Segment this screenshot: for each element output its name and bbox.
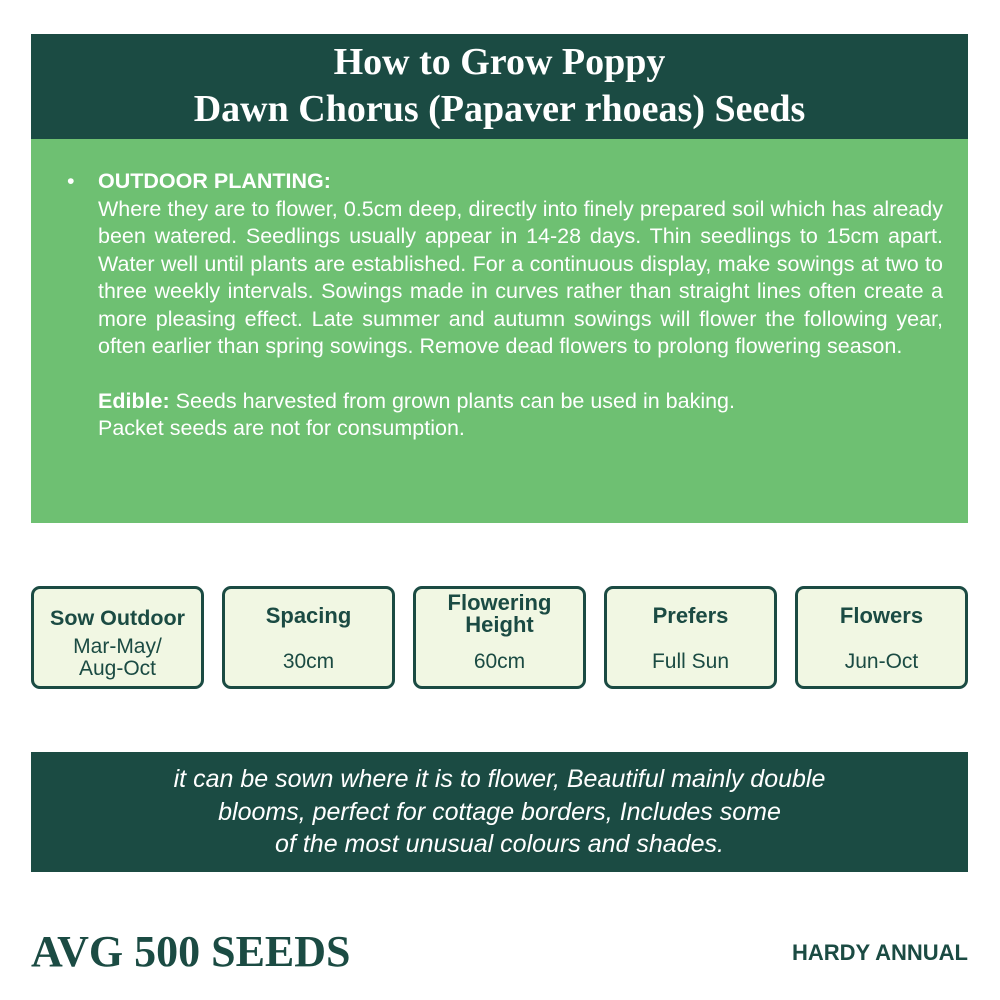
- edible-text: Seeds harvested from grown plants can be used in baking.: [169, 388, 735, 413]
- edible-label: Edible:: [98, 388, 170, 413]
- sow-outdoor-value-line-1: Mar-May/: [73, 635, 162, 658]
- outdoor-planting-heading: OUTDOOR PLANTING:: [98, 169, 331, 193]
- flowering-height-label-line-1: Flowering: [447, 590, 552, 615]
- seed-count: AVG 500 SEEDS: [31, 927, 351, 976]
- outdoor-planting-item: [67, 168, 943, 443]
- sow-outdoor-value-line-2: Aug-Oct: [78, 657, 157, 680]
- flowering-height-label: [416, 592, 583, 636]
- growing-stats: [31, 586, 968, 689]
- sow-outdoor-label: Sow Outdoor: [50, 606, 185, 630]
- consumption-warning: Packet seeds are not for consumption.: [98, 416, 465, 440]
- plant-type-badge: HARDY ANNUAL: [792, 940, 968, 965]
- flowers-label: Flowers: [839, 603, 924, 628]
- flowers-value: Jun-Oct: [844, 650, 919, 673]
- spacing-card: [222, 586, 395, 689]
- spacing-label: Spacing: [265, 603, 352, 628]
- tagline-line-1: it can be sown where it is to flower, Beautiful mainly double: [173, 765, 826, 793]
- flowering-height-label-line-2: Height: [465, 612, 534, 637]
- title-line-2: Dawn Chorus (Papaver rhoeas) Seeds: [193, 88, 806, 130]
- sow-outdoor-card: [31, 586, 204, 689]
- spacing-value: 30cm: [282, 650, 335, 673]
- sow-outdoor-value: [34, 636, 201, 680]
- edible-note: [98, 388, 943, 443]
- outdoor-planting-text: Where they are to flower, 0.5cm deep, directly into finely prepared soil which has already been watered. Seedlings usually appear in 14-28 days. Thin seedlings to 15cm apart. Water well until plants are established. For a continuous display, make sowings at two to three weekly intervals. Sowings made in curves rather than straight lines often create a more pleasing effect. Late summer and autumn sowings will flower the following year, often earlier than spring sowings. Remove dead flowers to prolong flowering season.: [98, 196, 943, 358]
- flowering-height-card: [413, 586, 586, 689]
- flowering-height-value: 60cm: [473, 650, 526, 673]
- tagline-line-3: of the most unusual colours and shades.: [275, 830, 724, 858]
- planting-instructions: [31, 139, 968, 523]
- tagline-line-2: blooms, perfect for cottage borders, Includes some: [218, 797, 781, 826]
- title-line-1: How to Grow Poppy: [333, 41, 666, 83]
- page-title: [31, 34, 968, 139]
- bullet-icon: •: [67, 169, 75, 193]
- product-tagline: [31, 752, 968, 872]
- flowers-card: [795, 586, 968, 689]
- prefers-label: Prefers: [652, 603, 729, 628]
- prefers-card: [604, 586, 777, 689]
- prefers-value: Full Sun: [651, 650, 730, 673]
